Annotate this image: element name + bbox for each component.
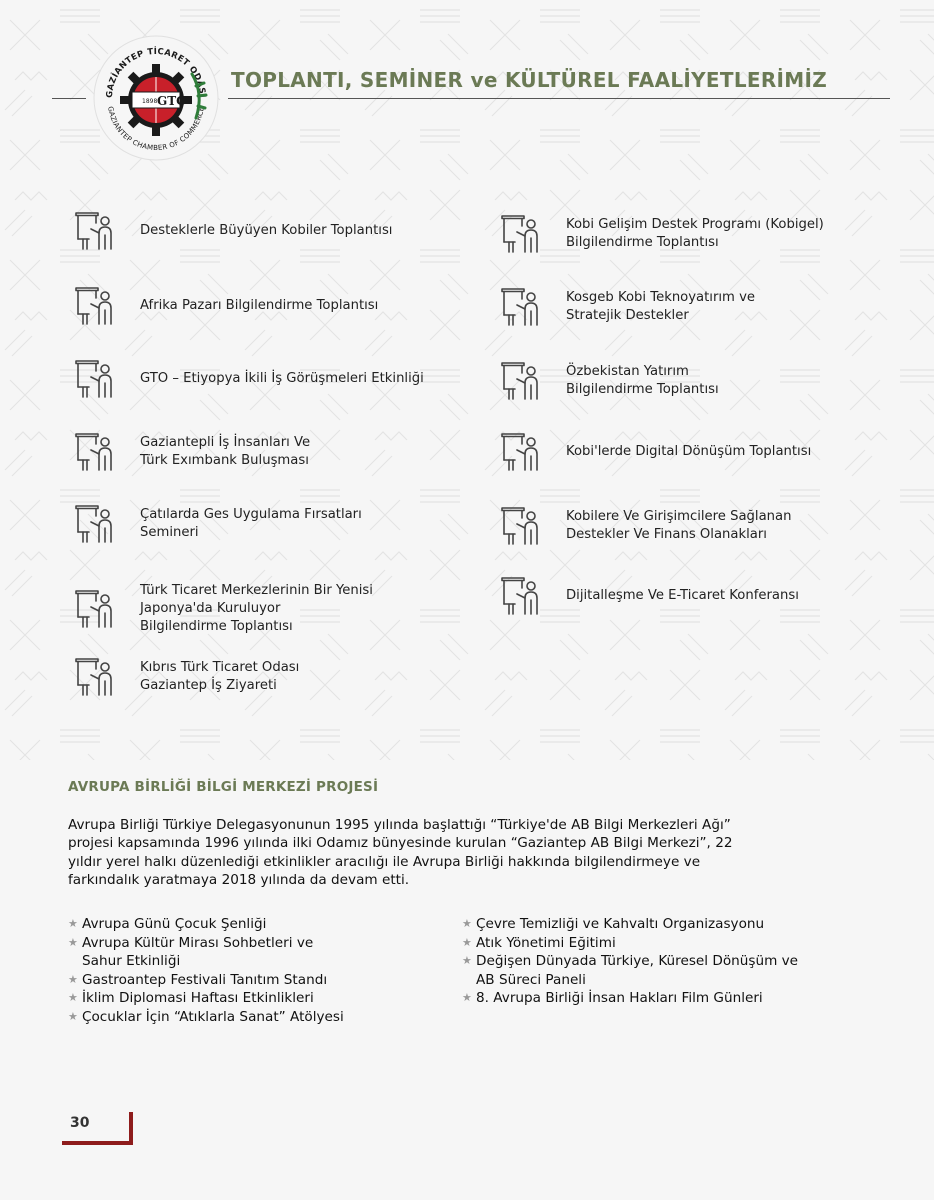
event-item (74, 582, 373, 636)
logo-bottom-text: GAZIANTEP CHAMBER OF COMMERCE (106, 105, 206, 153)
event-item (74, 357, 424, 401)
event-label-line: Türk Exımbank Buluşması (140, 453, 309, 468)
page-number-accent-underline (62, 1141, 133, 1145)
event-label-line: Stratejik Destekler (566, 308, 689, 323)
event-label (566, 508, 791, 544)
section-title: AVRUPA BİRLİĞİ BİLGİ MERKEZİ PROJESİ (68, 779, 379, 795)
logo-year: 1898 (142, 98, 158, 105)
bullet-text: Çocuklar İçin “Atıklarla Sanat” Atölyesi (82, 1008, 344, 1025)
presentation-board-icon (500, 430, 544, 474)
event-item (500, 359, 719, 403)
event-label-line: Kobilere Ve Girişimcilere Sağlanan (566, 509, 792, 524)
presentation-board-icon (500, 359, 544, 403)
event-label (566, 363, 719, 399)
paragraph-line: Avrupa Birliği Türkiye Delegasyonunun 1995 yılında başlattığı “Türkiye'de AB Bilgi Merkezleri Ağı” (68, 817, 731, 833)
event-label-line: GTO – Etiyopya İkili İş Görüşmeleri Etkinliği (140, 371, 424, 386)
event-item (500, 504, 791, 548)
bullet-text: İklim Diplomasi Haftası Etkinlikleri (82, 990, 314, 1007)
event-label-line: Kıbrıs Türk Ticaret Odası (140, 660, 300, 675)
star-bullet-icon: ★ (68, 935, 78, 949)
event-label-line: Çatılarda Ges Uygulama Fırsatları (140, 507, 362, 522)
gto-logo (92, 34, 220, 162)
logo-center-text: GTO (157, 94, 187, 108)
event-label-line: Semineri (140, 525, 199, 540)
bullet-item (462, 989, 798, 1008)
bullet-list-right (462, 915, 798, 1008)
event-label (566, 587, 799, 605)
section-paragraph (68, 816, 844, 890)
event-item (500, 430, 811, 474)
event-label-line: Türk Ticaret Merkezlerinin Bir Yenisi (140, 583, 373, 598)
bullet-text: Avrupa Günü Çocuk Şenliği (82, 916, 267, 932)
bullet-text: Sahur Etkinliği (82, 953, 181, 970)
bullet-text: Değişen Dünyada Türkiye, Küresel Dönüşüm ve (476, 953, 799, 970)
event-label-line: Destekler Ve Finans Olanakları (566, 527, 767, 542)
event-label-line: Özbekistan Yatırım (566, 364, 689, 379)
paragraph-line: farkındalık yaratmaya 2018 yılında da devam etti. (68, 872, 410, 889)
event-label-line: Dijitalleşme Ve E-Ticaret Konferansı (566, 588, 799, 603)
event-label (140, 222, 392, 240)
star-bullet-icon: ★ (68, 1009, 78, 1023)
bullet-item (462, 952, 798, 989)
event-label (566, 216, 824, 252)
presentation-board-icon (500, 285, 544, 329)
page-number: 30 (70, 1115, 90, 1131)
bullet-item (462, 915, 798, 934)
page-title: TOPLANTI, SEMİNER ve KÜLTÜREL FAALİYETLERİMİZ (231, 68, 828, 92)
presentation-board-icon (74, 587, 118, 631)
event-label-line: Bilgilendirme Toplantısı (566, 382, 719, 397)
star-bullet-icon: ★ (68, 972, 78, 986)
event-label (140, 370, 424, 388)
event-label-line: Bilgilendirme Toplantısı (566, 235, 719, 250)
bullet-item (462, 934, 798, 953)
bullet-item (68, 971, 344, 990)
event-item (74, 209, 392, 253)
event-label (566, 289, 755, 325)
bullet-text: AB Süreci Paneli (476, 971, 586, 988)
bullet-text: Avrupa Kültür Mirası Sohbetleri ve (82, 934, 314, 951)
event-label-line: Desteklerle Büyüyen Kobiler Toplantısı (140, 223, 393, 238)
presentation-board-icon (74, 209, 118, 253)
bullet-list-left (68, 915, 344, 1027)
event-item (500, 285, 755, 329)
presentation-board-icon (74, 284, 118, 328)
header-rule (228, 98, 890, 99)
event-item (74, 655, 299, 699)
event-label-line: Afrika Pazarı Bilgilendirme Toplantısı (140, 298, 379, 313)
bullet-text: 8. Avrupa Birliği İnsan Hakları Film Günleri (476, 990, 763, 1007)
event-item (74, 502, 362, 546)
bullet-text: Gastroantep Festivali Tanıtım Standı (82, 971, 328, 988)
event-label-line: Gaziantep İş Ziyareti (140, 678, 277, 693)
star-bullet-icon: ★ (68, 991, 78, 1005)
bullet-item (68, 934, 344, 971)
presentation-board-icon (500, 212, 544, 256)
bullet-item (68, 915, 344, 934)
event-label-line: Kosgeb Kobi Teknoyatırım ve (566, 290, 756, 305)
bullet-text: Atık Yönetimi Eğitimi (476, 934, 616, 951)
header-rule-left (52, 98, 86, 99)
star-bullet-icon: ★ (462, 954, 472, 968)
event-label-line: Bilgilendirme Toplantısı (140, 619, 293, 634)
event-label-line: Kobi Gelişim Destek Programı (Kobigel) (566, 217, 824, 232)
bullet-text: Çevre Temizliği ve Kahvaltı Organizasyonu (476, 916, 765, 932)
presentation-board-icon (74, 502, 118, 546)
star-bullet-icon: ★ (68, 917, 78, 930)
event-item (74, 430, 310, 474)
bullet-item (68, 1008, 344, 1027)
event-label (140, 582, 373, 636)
event-label (566, 443, 811, 461)
event-item (500, 574, 799, 618)
event-label (140, 297, 378, 315)
presentation-board-icon (74, 655, 118, 699)
event-label-line: Kobi'lerde Digital Dönüşüm Toplantısı (566, 444, 812, 459)
event-label (140, 434, 310, 470)
paragraph-line: projesi kapsamında 1996 yılında ilki Odamız bünyesinde kurulan “Gaziantep AB Bilgi Merkezi”, 22 (68, 835, 733, 852)
bullet-item (68, 989, 344, 1008)
star-bullet-icon: ★ (462, 935, 472, 949)
event-label (140, 659, 299, 695)
event-item (500, 212, 824, 256)
paragraph-line: yıldır yerel halkı düzenlediği etkinlikler aracılığı ile Avrupa Birliği hakkında bilgilendirmeye ve (68, 853, 701, 870)
event-label (140, 506, 362, 542)
presentation-board-icon (74, 430, 118, 474)
event-label-line: Japonya'da Kuruluyor (140, 601, 281, 616)
logo-top-text: GAZİANTEP TİCARET ODASI (103, 45, 209, 99)
star-bullet-icon: ★ (462, 991, 472, 1005)
presentation-board-icon (500, 504, 544, 548)
star-bullet-icon: ★ (462, 917, 472, 930)
presentation-board-icon (74, 357, 118, 401)
event-item (74, 284, 378, 328)
event-label-line: Gaziantepli İş İnsanları Ve (140, 435, 311, 450)
presentation-board-icon (500, 574, 544, 618)
